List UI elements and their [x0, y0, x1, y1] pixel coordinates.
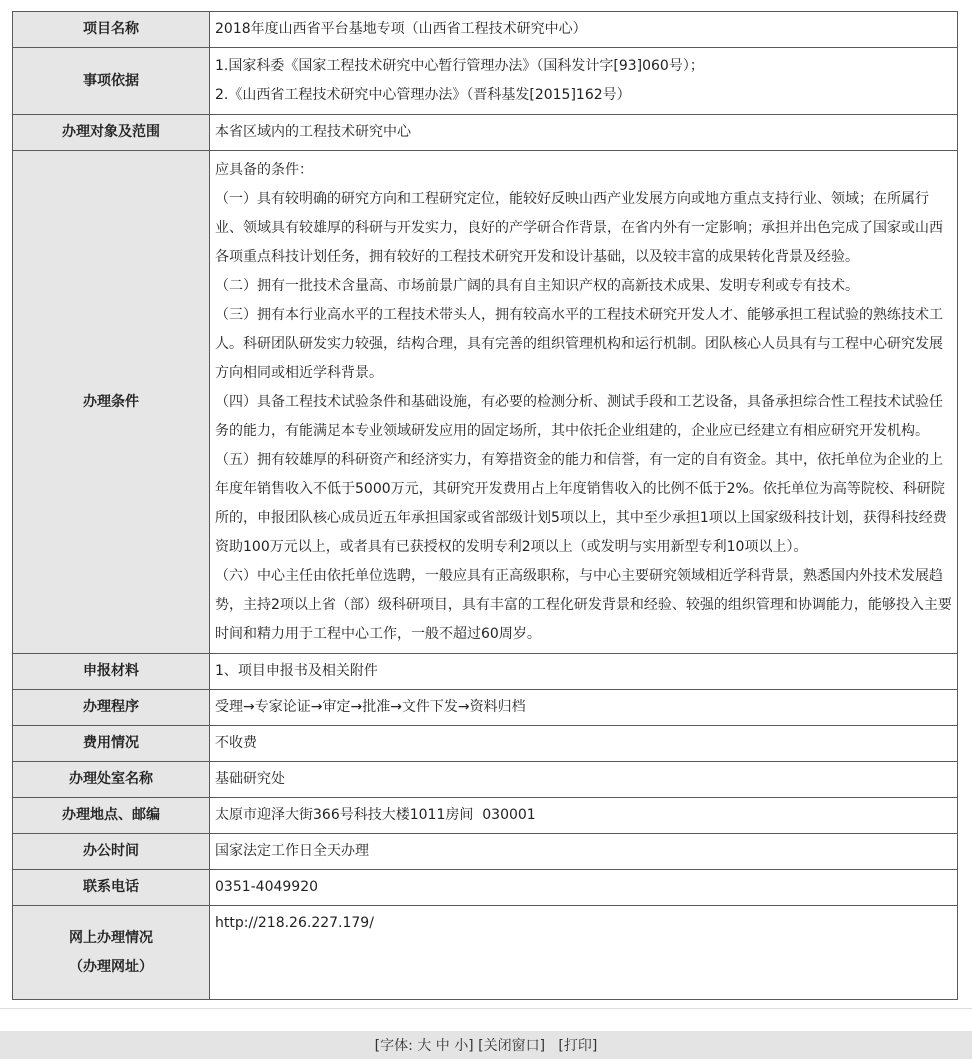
table-row — [13, 762, 958, 798]
info-table — [12, 11, 958, 1000]
table-row — [13, 726, 958, 762]
table-row — [13, 48, 958, 115]
hours-value: 国家法定工作日全天办理 — [210, 834, 958, 870]
scope-label: 办理对象及范围 — [13, 115, 210, 151]
table-row — [13, 151, 958, 654]
table-row — [13, 690, 958, 726]
table-row — [13, 12, 958, 48]
project-name-label: 项目名称 — [13, 12, 210, 48]
materials-label: 申报材料 — [13, 654, 210, 690]
conditions-value — [210, 151, 958, 654]
basis-line: 2.《山西省工程技术研究中心管理办法》（晋科基发[2015]162号） — [215, 87, 631, 103]
office-value: 基础研究处 — [210, 762, 958, 798]
table-row — [13, 654, 958, 690]
procedure-label: 办理程序 — [13, 690, 210, 726]
basis-value — [210, 48, 958, 115]
table-row — [13, 798, 958, 834]
conditions-label: 办理条件 — [13, 151, 210, 654]
conditions-paragraph: （五）拥有较雄厚的科研资产和经济实力，有筹措资金的能力和信誉，有一定的自有资金。其中，依托单位为企业的上年度年销售收入不低于5000万元，其研究开发费用占上年度销售收入的比例不低于2%。依托单位为高等院校、科研院所的，申报团队核心成员近五年承担国家或省部级计划5项以上，其中至少承担1项以上国家级科技计划，获得科技经费资助100万元以上，或者具有已获授权的发明专利2项以上（或发明与实用新型专利10项以上）。 — [215, 452, 947, 555]
conditions-paragraph: （三）拥有本行业高水平的工程技术带头人，拥有较高水平的工程技术研究开发人才、能够承担工程试验的熟练技术工人。科研团队研发实力较强，结构合理，具有完善的组织管理机构和运行机制。团队核心人员具有与工程中心研究发展方向相同或相近学科背景。 — [215, 307, 943, 381]
conditions-paragraph: 应具备的条件： — [215, 162, 313, 178]
procedure-value: 受理→专家论证→审定→批准→文件下发→资料归档 — [210, 690, 958, 726]
fee-label: 费用情况 — [13, 726, 210, 762]
basis-label: 事项依据 — [13, 48, 210, 115]
conditions-paragraph: （二）拥有一批技术含量高、市场前景广阔的具有自主知识产权的高新技术成果、发明专利或专有技术。 — [215, 278, 859, 294]
table-row — [13, 115, 958, 151]
scope-value: 本省区域内的工程技术研究中心 — [210, 115, 958, 151]
conditions-paragraph: （四）具备工程技术试验条件和基础设施，有必要的检测分析、测试手段和工艺设备，具备承担综合性工程技术试验任务的能力，有能满足本专业领域研发应用的固定场所，其中依托企业组建的，企业应已经建立有相应研究开发机构。 — [215, 394, 943, 439]
phone-label: 联系电话 — [13, 870, 210, 906]
conditions-paragraph: （一）具有较明确的研究方向和工程研究定位，能较好反映山西产业发展方向或地方重点支持行业、领域；在所属行业、领域具有较雄厚的科研与开发实力，良好的产学研合作背景，在省内外有一定影响；承担并出色完成了国家或山西各项重点科技计划任务，拥有较好的工程技术研究开发和设计基础，以及较丰富的成果转化背景及经验。 — [215, 191, 943, 265]
table-row — [13, 870, 958, 906]
font-size-label: [字体: — [374, 1038, 413, 1054]
materials-value: 1、项目申报书及相关附件 — [210, 654, 958, 690]
font-small-link[interactable]: 小] — [454, 1038, 474, 1054]
address-value: 太原市迎泽大街366号科技大楼1011房间 030001 — [210, 798, 958, 834]
table-row — [13, 906, 958, 1000]
fee-value: 不收费 — [210, 726, 958, 762]
footer-divider — [0, 1008, 972, 1009]
website-label-line: （办理网址） — [69, 958, 153, 975]
website-label — [13, 906, 210, 1000]
basis-line: 1.国家科委《国家工程技术研究中心暂行管理办法》（国科发计字[93]060号）； — [215, 58, 704, 74]
table-row — [13, 834, 958, 870]
phone-value: 0351-4049920 — [210, 870, 958, 906]
project-name-value: 2018年度山西省平台基地专项（山西省工程技术研究中心） — [210, 12, 958, 48]
office-label: 办理处室名称 — [13, 762, 210, 798]
website-value: http://218.26.227.179/ — [210, 906, 958, 1000]
website-label-line: 网上办理情况 — [69, 929, 153, 946]
font-large-link[interactable]: 大 — [417, 1038, 432, 1054]
close-window-link[interactable]: [关闭窗口] — [478, 1038, 546, 1054]
hours-label: 办公时间 — [13, 834, 210, 870]
address-label: 办理地点、邮编 — [13, 798, 210, 834]
print-link[interactable]: [打印] — [558, 1038, 598, 1054]
font-medium-link[interactable]: 中 — [435, 1038, 450, 1054]
conditions-paragraph: （六）中心主任由依托单位选聘，一般应具有正高级职称，与中心主要研究领域相近学科背景，熟悉国内外技术发展趋势，主持2项以上省（部）级科研项目，具有丰富的工程化研发背景和经验、较强的组织管理和协调能力，能够投入主要时间和精力用于工程中心工作，一般不超过60周岁。 — [215, 568, 952, 642]
footer-bar — [0, 1031, 972, 1059]
